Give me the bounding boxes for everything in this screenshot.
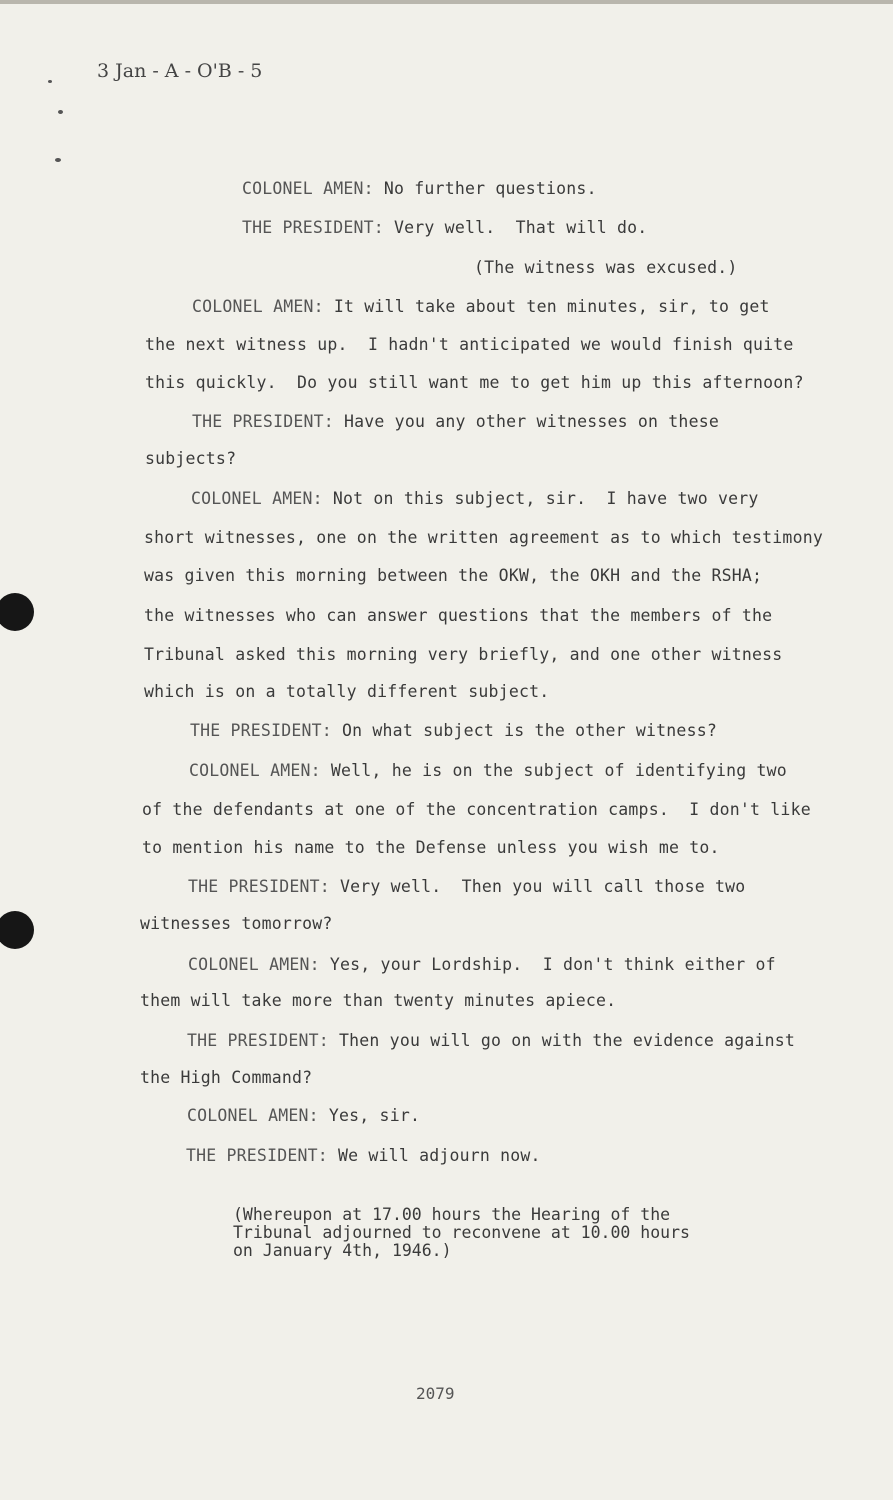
- spoken-text: Have you any other witnesses on these: [344, 412, 719, 431]
- transcript-line: the next witness up. I hadn't anticipated we would finish quite: [145, 335, 794, 354]
- transcript-line: which is on a totally different subject.: [144, 682, 550, 701]
- speaker-label: THE PRESIDENT:: [186, 1146, 328, 1165]
- paper-speck: [55, 158, 61, 162]
- transcript-line: witnesses tomorrow?: [140, 914, 333, 933]
- punch-hole: [0, 593, 34, 631]
- transcript-line: the High Command?: [140, 1068, 313, 1087]
- speaker-label: THE PRESIDENT:: [190, 721, 332, 740]
- spoken-text: Very well. Then you will call those two: [340, 877, 746, 896]
- spoken-text: No further questions.: [383, 179, 597, 198]
- transcript-line: to mention his name to the Defense unless you wish me to.: [142, 838, 720, 857]
- transcript-line: this quickly. Do you still want me to get him up this afternoon?: [145, 373, 804, 392]
- spoken-text: Not on this subject, sir. I have two very: [332, 489, 759, 508]
- speaker-label: COLONEL AMEN:: [188, 955, 320, 974]
- transcript-line: of the defendants at one of the concentration camps. I don't like: [142, 800, 811, 819]
- transcript-line: the witnesses who can answer questions that the members of the: [144, 606, 773, 625]
- speaker-label: THE PRESIDENT:: [188, 877, 330, 896]
- speaker-label: THE PRESIDENT:: [187, 1031, 329, 1050]
- transcript-line: [190, 721, 717, 741]
- transcript-line: [188, 877, 745, 897]
- page-top-edge: [0, 0, 893, 4]
- page-number: 2079: [416, 1384, 455, 1403]
- transcript-line: [188, 955, 776, 975]
- transcript-line: subjects?: [145, 449, 237, 468]
- paper-speck: [58, 110, 63, 114]
- paper-speck: [48, 80, 52, 83]
- spoken-text: We will adjourn now.: [338, 1146, 541, 1165]
- spoken-text: It will take about ten minutes, sir, to get: [333, 297, 770, 316]
- page-reference-header: 3 Jan - A - O'B - 5: [97, 60, 263, 82]
- spoken-text: On what subject is the other witness?: [342, 721, 717, 740]
- adjournment-note-line: (Whereupon at 17.00 hours the Hearing of the: [233, 1205, 671, 1224]
- adjournment-note-line: Tribunal adjourned to reconvene at 10.00 hours: [233, 1223, 690, 1242]
- spoken-text: Well, he is on the subject of identifying two: [330, 761, 787, 780]
- spoken-text: Yes, sir.: [328, 1106, 421, 1125]
- stage-direction: (The witness was excused.): [474, 258, 738, 277]
- transcript-line: them will take more than twenty minutes apiece.: [140, 991, 617, 1010]
- transcript-line: [189, 761, 787, 781]
- speaker-label: COLONEL AMEN:: [187, 1106, 319, 1125]
- transcript-line: was given this morning between the OKW, the OKH and the RSHA;: [144, 566, 763, 585]
- transcript-line: Tribunal asked this morning very briefly, and one other witness: [144, 645, 783, 664]
- transcript-line: [192, 412, 719, 432]
- transcript-line: [187, 1106, 420, 1126]
- adjournment-note: [233, 1206, 690, 1260]
- speaker-label: COLONEL AMEN:: [192, 297, 324, 316]
- spoken-text: Yes, your Lordship. I don't think either of: [329, 955, 776, 974]
- transcript-line: [186, 1146, 541, 1166]
- transcript-line: [192, 297, 770, 317]
- spoken-text: Then you will go on with the evidence against: [339, 1031, 796, 1050]
- spoken-text: Very well. That will do.: [394, 218, 648, 237]
- transcript-line: [191, 489, 759, 509]
- transcript-line: [242, 218, 647, 238]
- adjournment-note-line: on January 4th, 1946.): [233, 1241, 452, 1260]
- transcript-line: [187, 1031, 795, 1051]
- speaker-label: THE PRESIDENT:: [242, 218, 384, 237]
- speaker-label: COLONEL AMEN:: [242, 179, 374, 198]
- speaker-label: THE PRESIDENT:: [192, 412, 334, 431]
- speaker-label: COLONEL AMEN:: [191, 489, 323, 508]
- transcript-line: short witnesses, one on the written agreement as to which testimony: [144, 528, 823, 547]
- transcript-line: [242, 179, 597, 199]
- punch-hole: [0, 911, 34, 949]
- speaker-label: COLONEL AMEN:: [189, 761, 321, 780]
